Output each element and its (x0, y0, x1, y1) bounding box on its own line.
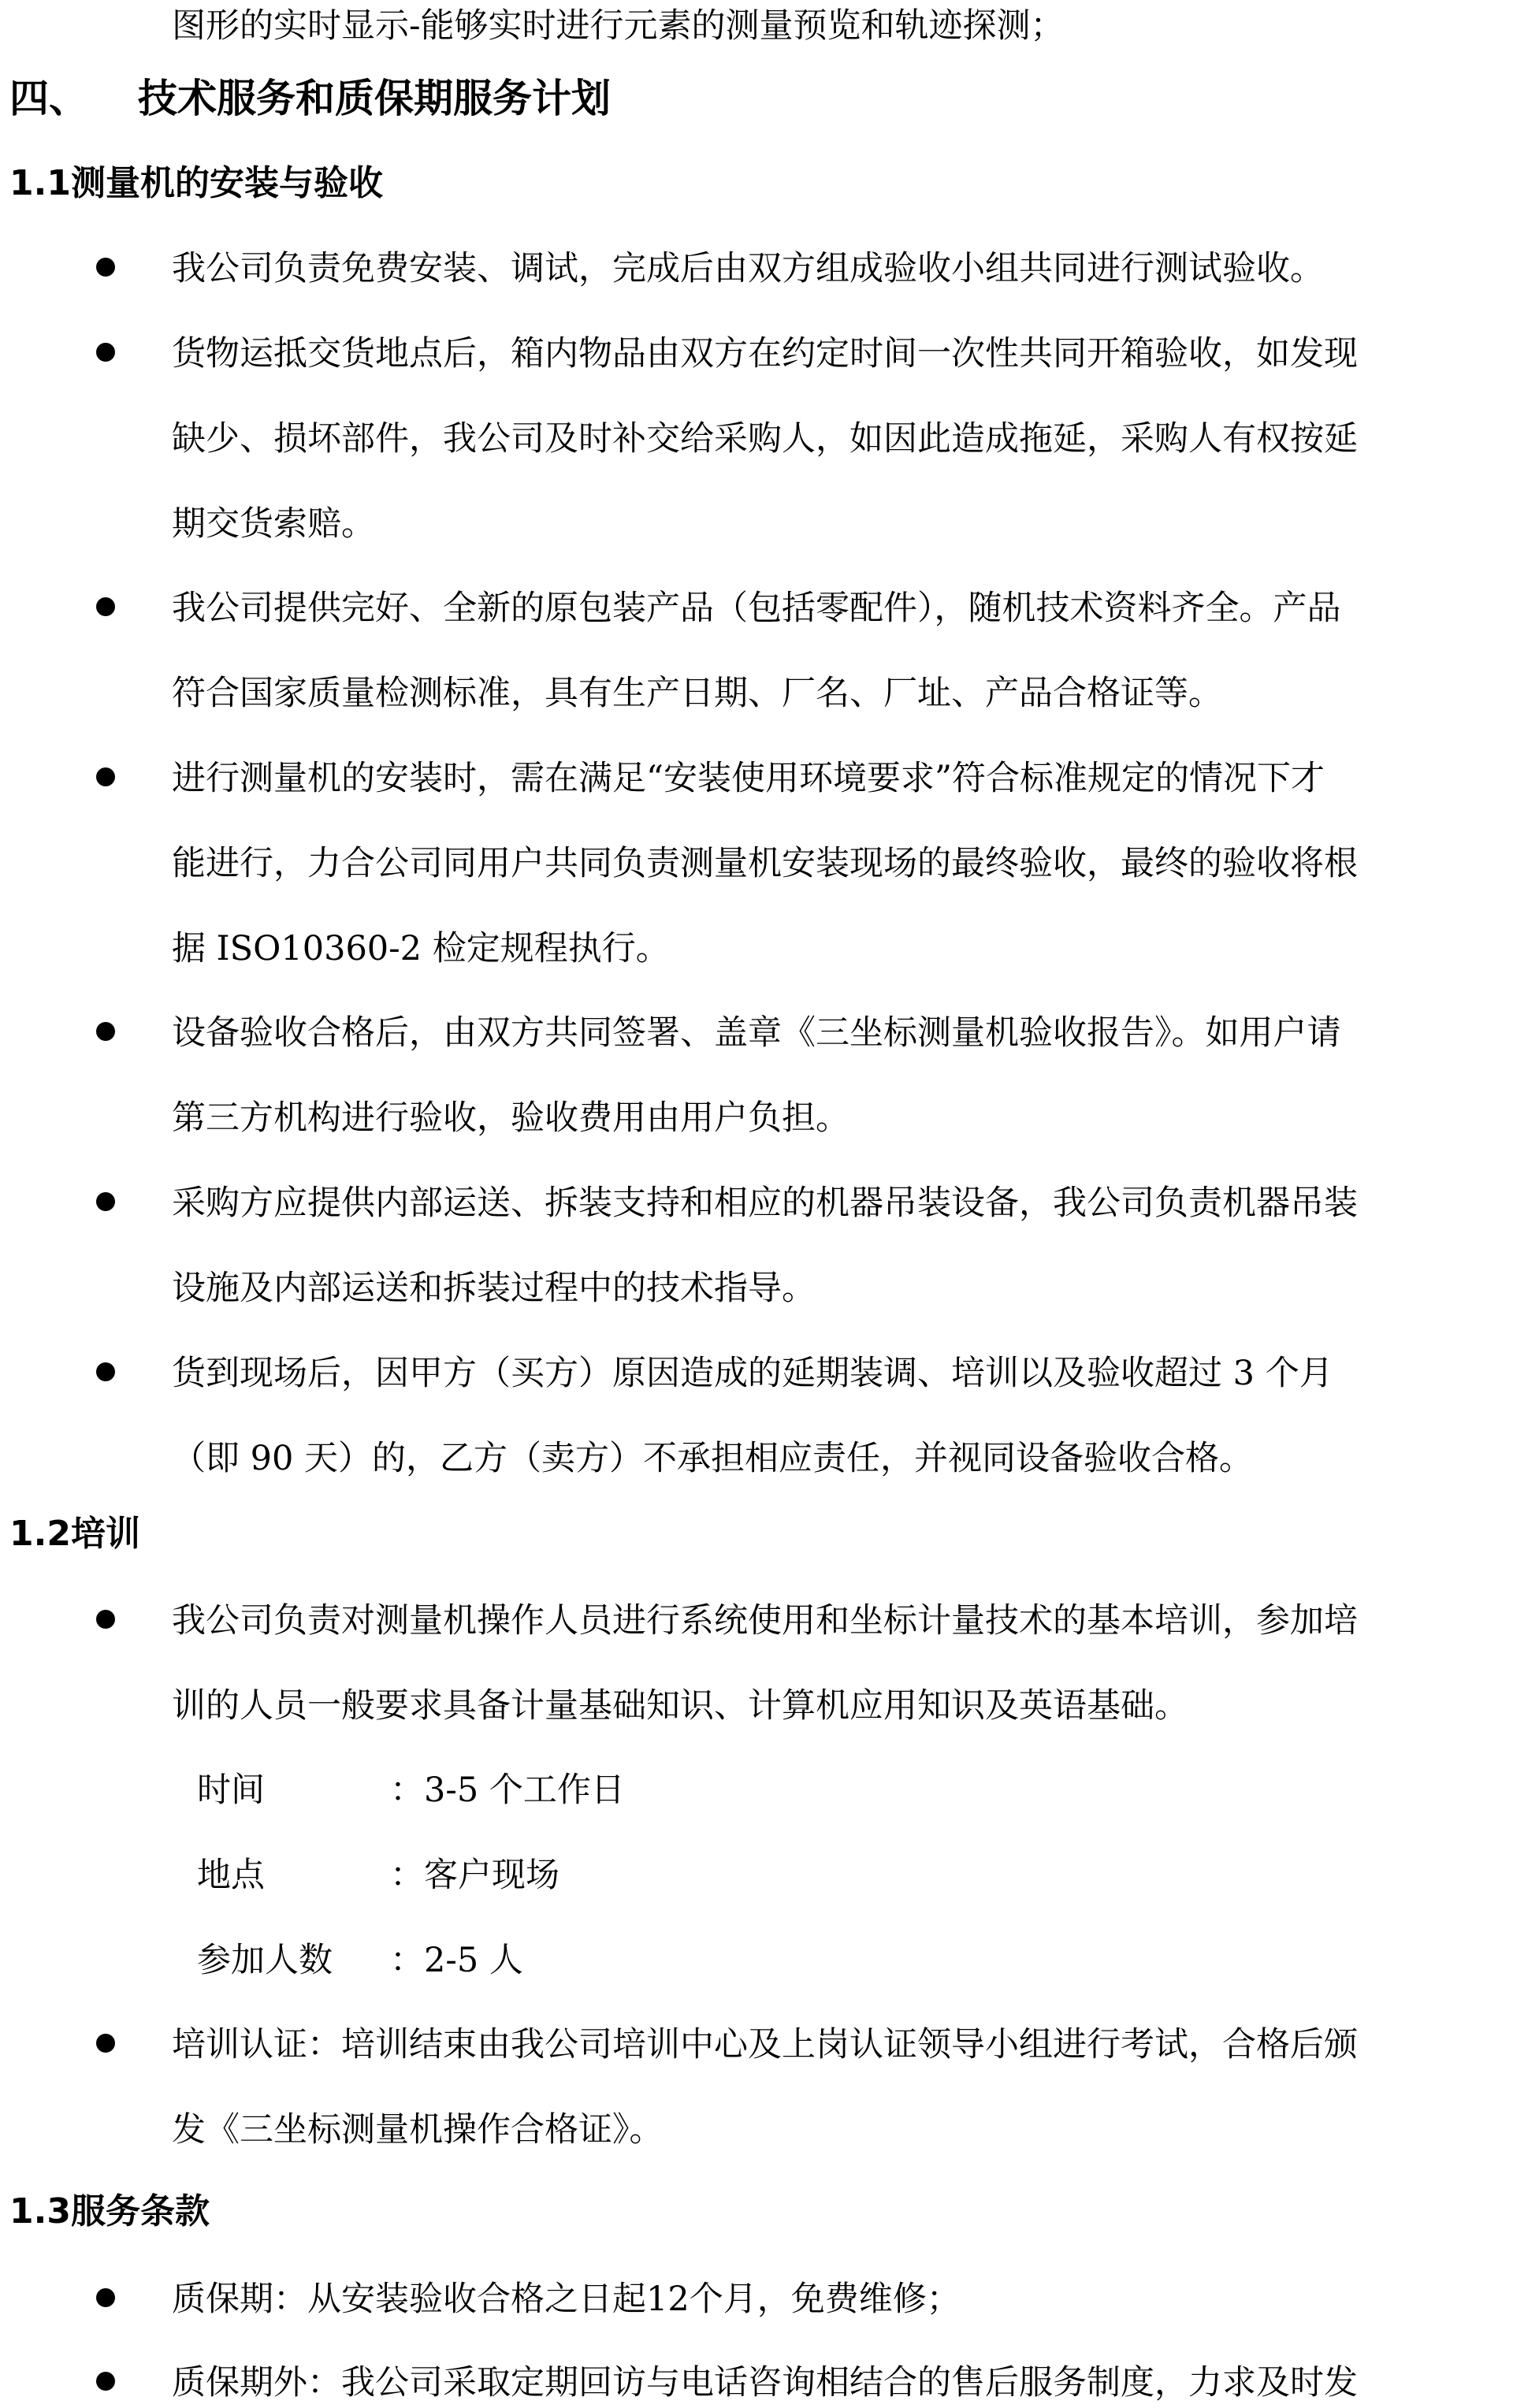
detail-value: ：2-5 人 (390, 1941, 523, 1980)
list-item-line: 质保期：从安装验收合格之日起12个月，免费维修； (172, 2280, 961, 2319)
list-item-line: 采购方应提供内部运送、拆装支持和相应的机器吊装设备，我公司负责机器吊装 (172, 1184, 1358, 1223)
list-item-line: 设施及内部运送和拆装过程中的技术指导。 (172, 1269, 816, 1308)
list-item-line: 发《三坐标测量机操作合格证》。 (172, 2110, 664, 2150)
training-detail-participants (197, 1939, 523, 1982)
bullet-dot (96, 258, 115, 277)
list-item-line: 培训认证：培训结束由我公司培训中心及上岗认证领导小组进行考试，合格后颁 (172, 2025, 1358, 2064)
training-detail-time (197, 1769, 625, 1812)
bullet-dot (96, 1362, 115, 1381)
list-item-line: 我公司负责免费安装、调试，完成后由双方组成验收小组共同进行测试验收。 (172, 249, 1324, 288)
list-item-line: 据 ISO10360-2 检定规程执行。 (172, 929, 670, 968)
list-item-line: 期交货索赔。 (172, 504, 375, 544)
bullet-dot (96, 597, 115, 616)
bullet-dot (96, 1610, 115, 1629)
list-item-line: 符合国家质量检测标准，具有生产日期、厂名、厂址、产品合格证等。 (172, 674, 1222, 713)
bullet-dot (96, 2288, 115, 2307)
bullet-dot (96, 343, 115, 362)
subsection-heading-1-1: 1.1测量机的安装与验收 (9, 163, 383, 203)
detail-label: 时间 (197, 1771, 265, 1810)
subsection-heading-1-3: 1.3服务条款 (9, 2191, 210, 2231)
detail-value: ：3-5 个工作日 (390, 1771, 625, 1810)
list-item-line: 我公司提供完好、全新的原包装产品（包括零配件），随机技术资料齐全。产品 (172, 589, 1341, 628)
detail-label: 参加人数 (197, 1941, 333, 1980)
detail-value: ：客户现场 (390, 1856, 559, 1895)
list-item-line: 进行测量机的安装时，需在满足“安装使用环境要求”符合标准规定的情况下才 (172, 759, 1325, 798)
list-item-line: 缺少、损坏部件，我公司及时补交给采购人，如因此造成拖延，采购人有权按延 (172, 419, 1358, 459)
bullet-dot (96, 2372, 115, 2391)
list-item-line: 能进行，力合公司同用户共同负责测量机安装现场的最终验收，最终的验收将根 (172, 844, 1358, 883)
list-item-line: 训的人员一般要求具备计量基础知识、计算机应用知识及英语基础。 (172, 1686, 1188, 1726)
list-item-line: （即 90 天）的，乙方（卖方）不承担相应责任，并视同设备验收合格。 (172, 1439, 1254, 1478)
bullet-dot (96, 767, 115, 786)
bullet-dot (96, 1022, 115, 1041)
training-detail-location (197, 1854, 559, 1897)
subsection-heading-1-2: 1.2培训 (9, 1514, 140, 1554)
list-item-line: 货物运抵交货地点后，箱内物品由双方在约定时间一次性共同开箱验收，如发现 (172, 334, 1358, 373)
bullet-dot (96, 2034, 115, 2053)
section-number: 四、 (9, 76, 88, 121)
list-item-line: 质保期外：我公司采取定期回访与电话咨询相结合的售后服务制度，力求及时发 (172, 2363, 1358, 2402)
list-item-line: 货到现场后，因甲方（买方）原因造成的延期装调、培训以及验收超过 3 个月 (172, 1354, 1333, 1393)
list-item-line: 我公司负责对测量机操作人员进行系统使用和坐标计量技术的基本培训，参加培 (172, 1601, 1358, 1641)
detail-label: 地点 (197, 1856, 265, 1895)
intro-line: 图形的实时显示-能够实时进行元素的测量预览和轨迹探测； (172, 6, 1065, 46)
list-item-line: 第三方机构进行验收，验收费用由用户负担。 (172, 1098, 849, 1138)
section-title: 技术服务和质保期服务计划 (138, 76, 611, 121)
list-item-line: 设备验收合格后，由双方共同签署、盖章《三坐标测量机验收报告》。如用户请 (172, 1013, 1341, 1053)
bullet-dot (96, 1192, 115, 1211)
